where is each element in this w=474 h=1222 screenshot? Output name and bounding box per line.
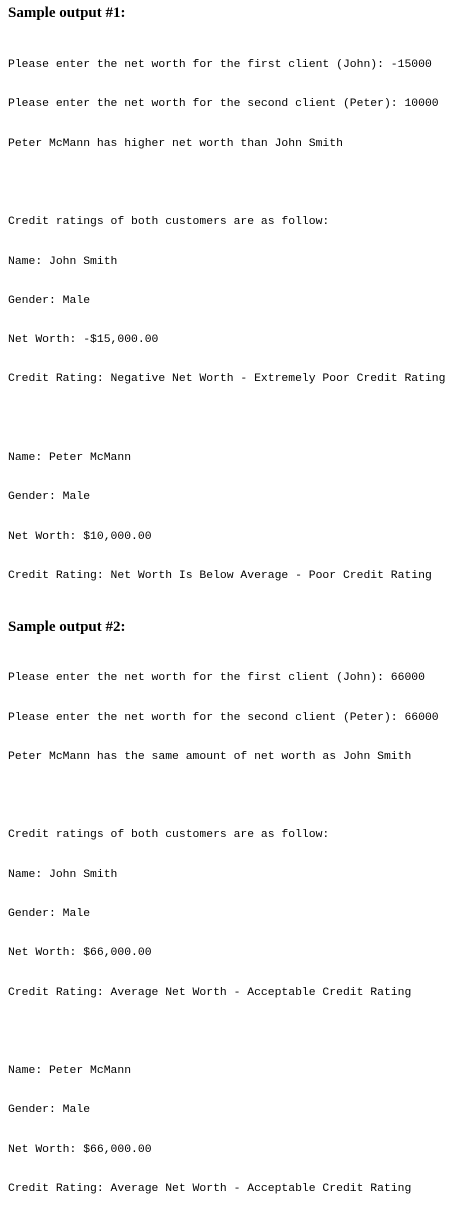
console-line: Credit ratings of both customers are as follow:	[8, 216, 330, 229]
console-line: Credit Rating: Negative Net Worth - Extremely Poor Credit Rating	[8, 373, 446, 386]
console-line: Gender: Male	[8, 1104, 91, 1117]
console-line: Credit Rating: Average Net Worth - Acceptable Credit Rating	[8, 1182, 412, 1195]
console-line: Gender: Male	[8, 908, 91, 920]
sample-2-console-output	[8, 646, 470, 1222]
document-page	[8, 3, 470, 1222]
console-line: Net Worth: $66,000.00	[8, 947, 152, 960]
sample-1-heading: Sample output #1:	[8, 5, 126, 21]
console-line: Name: John Smith	[8, 255, 118, 268]
console-line: Peter McMann has higher net worth than John Smith	[8, 137, 343, 150]
console-line: Net Worth: $10,000.00	[8, 530, 152, 543]
console-line: Please enter the net worth for the second client (Peter): 10000	[8, 98, 439, 111]
console-line: Credit Rating: Net Worth Is Below Average - Poor Credit Rating	[8, 569, 432, 582]
console-line: Name: Peter McMann	[8, 1065, 132, 1078]
sample-2-heading: Sample output #2:	[8, 619, 126, 636]
console-line: Net Worth: $66,000.00	[8, 1143, 152, 1156]
blank-line	[8, 790, 470, 803]
console-line: Please enter the net worth for the second client (Peter): 66000	[8, 711, 439, 724]
blank-line	[8, 1026, 470, 1039]
console-line: Gender: Male	[8, 294, 91, 307]
console-line: Net Worth: -$15,000.00	[8, 334, 159, 347]
console-line: Please enter the net worth for the first client (John): -15000	[8, 59, 432, 72]
console-line: Please enter the net worth for the first client (John): 66000	[8, 672, 425, 685]
sample-1-console-output	[8, 33, 470, 609]
console-line: Gender: Male	[8, 491, 91, 504]
console-line: Credit Rating: Average Net Worth - Acceptable Credit Rating	[8, 986, 412, 999]
console-line: Credit ratings of both customers are as follow:	[8, 829, 330, 842]
console-line: Name: Peter McMann	[8, 452, 132, 464]
console-line: Name: John Smith	[8, 868, 118, 881]
console-line: Peter McMann has the same amount of net worth as John Smith	[8, 750, 412, 763]
blank-line	[8, 413, 470, 426]
blank-line	[8, 177, 470, 190]
